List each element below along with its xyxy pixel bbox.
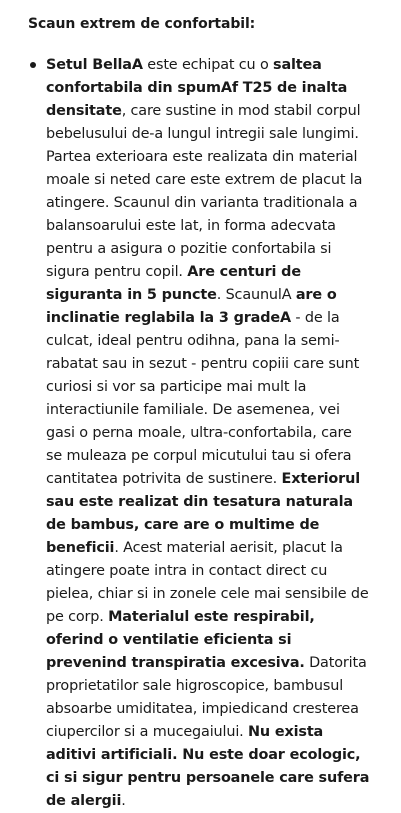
text-segment: . <box>121 793 126 809</box>
feature-list <box>28 54 371 813</box>
text-segment-bold: saltea confortabila din spumAf T25 de inalta densitate <box>46 57 348 119</box>
feature-description <box>46 54 371 813</box>
text-segment-bold: Setul BellaA <box>46 57 143 73</box>
text-segment: Datorita proprietatilor sale higroscopice, bambusul absoarbe umiditatea, impiedicand cresterea ciupercilor si a mucegaiului. <box>46 655 367 740</box>
list-item <box>28 54 371 813</box>
text-segment-bold: Nu exista aditivi artificiali. Nu este doar ecologic, ci si sigur pentru persoanele care sufera de alergii <box>46 724 370 809</box>
bullet-icon <box>30 62 36 68</box>
text-segment: . ScaunulA <box>216 287 296 303</box>
text-segment: - de la culcat, ideal pentru odihna, pana la semi-rabatat sau in sezut - pentru copiii care sunt curiosi si vor sa participe mai mult la interactiunile familiale. De asemenea, vei gasi o perna moale, ultra-confortabila, care se muleaza pe corpul micutului tau si ofera cantitatea potrivita de sustinere. <box>46 310 360 487</box>
text-segment-bold: are o inclinatie reglabila la 3 gradeA <box>46 287 337 326</box>
text-segment-bold: Materialul este respirabil, oferind o ventilatie eficienta si prevenind transpiratia excesiva. <box>46 609 315 671</box>
text-segment: , care sustine in mod stabil corpul bebelusului de-a lungul intregii sale lungimi. Partea exterioara este realizata din material moale si neted care este extrem de placut la atingere. Scaunul din varianta traditionala a balansoarului este lat, in forma adecvata pentru a asigura o pozitie confortabila si sigura pentru copil. <box>46 103 363 280</box>
text-segment-bold: Are centuri de siguranta in 5 puncte <box>46 264 301 303</box>
text-segment: este echipat cu o <box>142 57 274 73</box>
text-segment-bold: Exteriorul sau este realizat din tesatura naturala de bambus, care are o multime de beneficii <box>46 471 360 556</box>
text-segment: . Acest material aerisit, placut la atingere poate intra in contact direct cu pielea, chiar si in zonele cele mai sensibile de pe corp. <box>46 540 369 625</box>
section-heading: Scaun extrem de confortabil: <box>28 16 256 32</box>
